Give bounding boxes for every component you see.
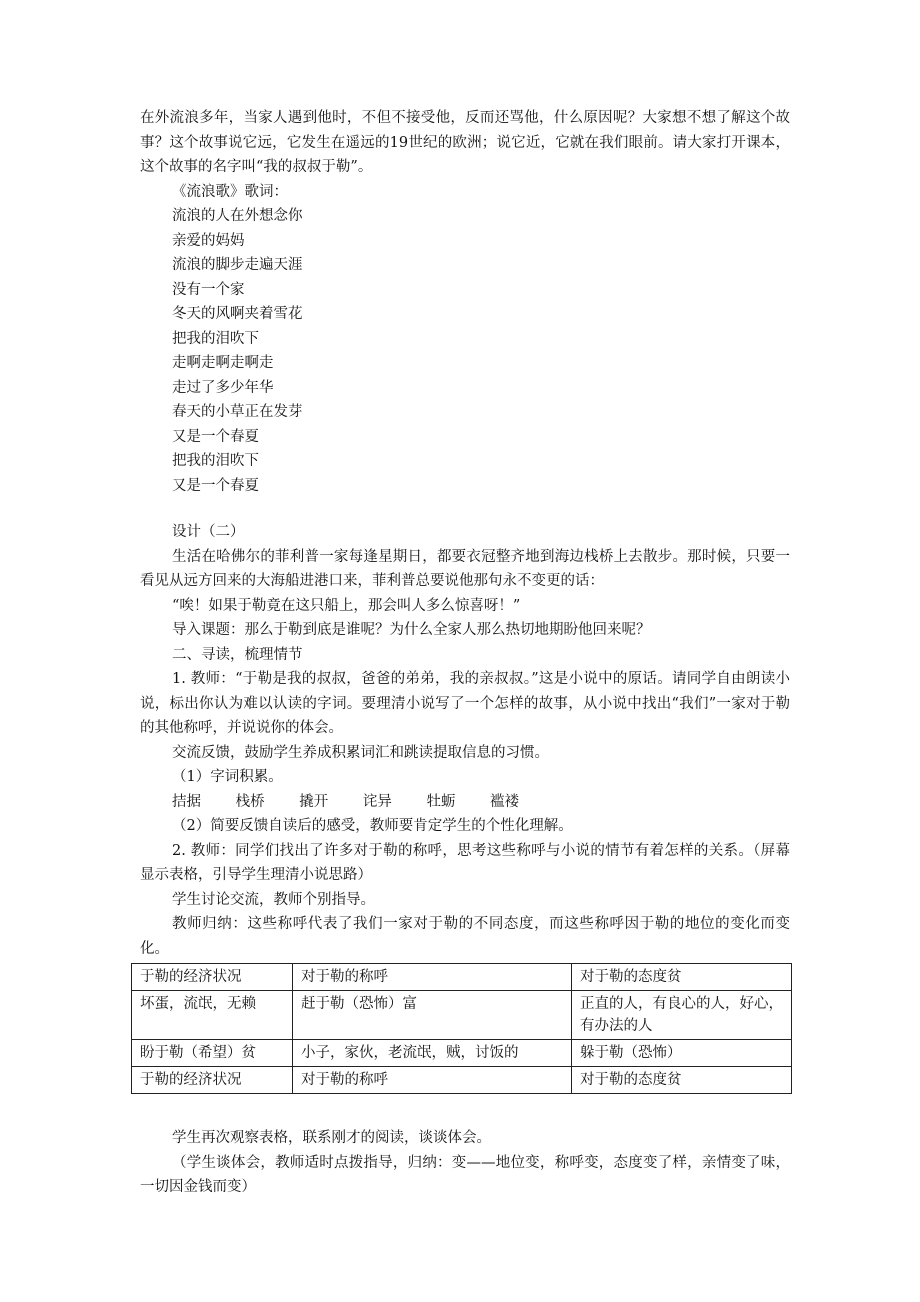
table-cell: 正直的人，有良心的人，好心，有办法的人	[572, 991, 792, 1040]
song-title: 《流浪歌》歌词：	[172, 183, 288, 200]
section-heading: 二、寻读，梳理情节	[172, 646, 303, 663]
table-cell: 盼于勒（希望）贫	[132, 1040, 293, 1067]
table-cell: 于勒的经济状况	[132, 1067, 293, 1094]
table-row	[132, 964, 792, 991]
design-paragraph-5: 2. 教师：同学们找出了许多对于勒的称呼，思考这些称呼与小说的情节有着怎样的关系。（屏幕显示表格，引导学生理清小说思路）	[140, 842, 790, 883]
table-cell: 对于勒的称呼	[293, 1067, 572, 1094]
table-cell: 对于勒的称呼	[293, 964, 572, 991]
attitude-table	[131, 963, 792, 1094]
lyric-line: 没有一个家	[172, 281, 245, 298]
vocabulary-word: 牡蛎	[426, 793, 456, 810]
design-paragraph-1: 生活在哈佛尔的菲利普一家每逢星期日，都要衣冠整齐地到海边栈桥上去散步。那时候，只要一看见从远方回来的大海船进港口来，菲利普总要说他那句永不变更的话：	[140, 548, 790, 589]
vocabulary-list	[172, 790, 790, 815]
design-paragraph-6: 学生讨论交流，教师个别指导。	[172, 891, 375, 908]
design-quote: “唉！如果于勒竟在这只船上，那会叫人多么惊喜呀！”	[172, 597, 521, 614]
lyric-line: 冬天的风啊夹着雪花	[172, 306, 303, 322]
design-heading: 设计（二）	[172, 524, 245, 540]
vocabulary-word: 诧异	[362, 793, 392, 810]
table-cell: 于勒的经济状况	[132, 964, 293, 991]
lyric-line: 亲爱的妈妈	[172, 232, 245, 249]
vocabulary-word: 拮据	[172, 793, 201, 810]
table-row	[132, 1067, 792, 1094]
lyric-line: 春天的小草正在发芽	[172, 404, 303, 420]
lyric-line: 流浪的人在外想念你	[172, 208, 303, 224]
lyric-line: 把我的泪吹下	[172, 330, 259, 347]
lyric-line: 又是一个春夏	[172, 477, 259, 494]
lyric-line: 又是一个春夏	[172, 428, 259, 445]
table-cell: 对于勒的态度贫	[572, 964, 792, 991]
design-paragraph-2: 导入课题：那么于勒到底是谁呢？为什么全家人那么热切地期盼他回来呢？	[172, 622, 651, 638]
lyric-line: 流浪的脚步走遍天涯	[172, 257, 303, 273]
design-paragraph-3: 1. 教师：“于勒是我的叔叔，爸爸的弟弟，我的亲叔叔。”这是小说中的原话。请同学自由朗读小说，标出你认为难以认读的字词。要理清小说写了一个怎样的故事，从小说中找出“我们”一家对于勒的其他称呼，并说说你的体会。	[140, 671, 790, 736]
subheading-2: （2）简要反馈自读后的感受，教师要肯定学生的个性化理解。	[172, 818, 573, 834]
lyric-line: 走过了多少年华	[172, 379, 274, 396]
design-paragraph-4: 交流反馈，鼓励学生养成积累词汇和跳读提取信息的习惯。	[172, 744, 549, 761]
vocabulary-word: 栈桥	[235, 793, 265, 810]
table-cell: 坏蛋，流氓，无赖	[132, 991, 293, 1040]
intro-paragraph: 在外流浪多年，当家人遇到他时，不但不接受他，反而还骂他，什么原因呢？大家想不想了解这个故事？这个故事说它远，它发生在遥远的19世纪的欧洲；说它近，它就在我们眼前。请大家打开课本，这个故事的名字叫“我的叔叔于勒”。	[140, 110, 790, 175]
vocabulary-word: 撬开	[299, 793, 329, 810]
table-row	[132, 991, 792, 1040]
song-lyrics	[140, 204, 790, 498]
table-cell: 对于勒的态度贫	[572, 1067, 792, 1094]
table-row	[132, 1040, 792, 1067]
closing-paragraph-1: 学生再次观察表格，联系刚才的阅读，谈谈体会。	[172, 1130, 491, 1146]
table-cell: 赶于勒（恐怖）富	[293, 991, 572, 1040]
table-cell: 躲于勒（恐怖）	[572, 1040, 792, 1067]
lyric-line: 走啊走啊走啊走	[172, 355, 274, 371]
table-cell: 小子，家伙，老流氓，贼，讨饭的	[293, 1040, 572, 1067]
design-paragraph-7: 教师归纳：这些称呼代表了我们一家对于勒的不同态度，而这些称呼因于勒的地位的变化而变化。	[140, 916, 790, 957]
document-page	[140, 106, 790, 1200]
subheading-1: （1）字词积累。	[172, 769, 283, 785]
vocabulary-word: 褴褛	[490, 793, 520, 810]
closing-paragraph-2: （学生谈体会，教师适时点拨指导，归纳：变——地位变，称呼变，态度变了样，亲情变了味，一切因金钱而变）	[140, 1154, 790, 1195]
lyric-line: 把我的泪吹下	[172, 453, 259, 469]
